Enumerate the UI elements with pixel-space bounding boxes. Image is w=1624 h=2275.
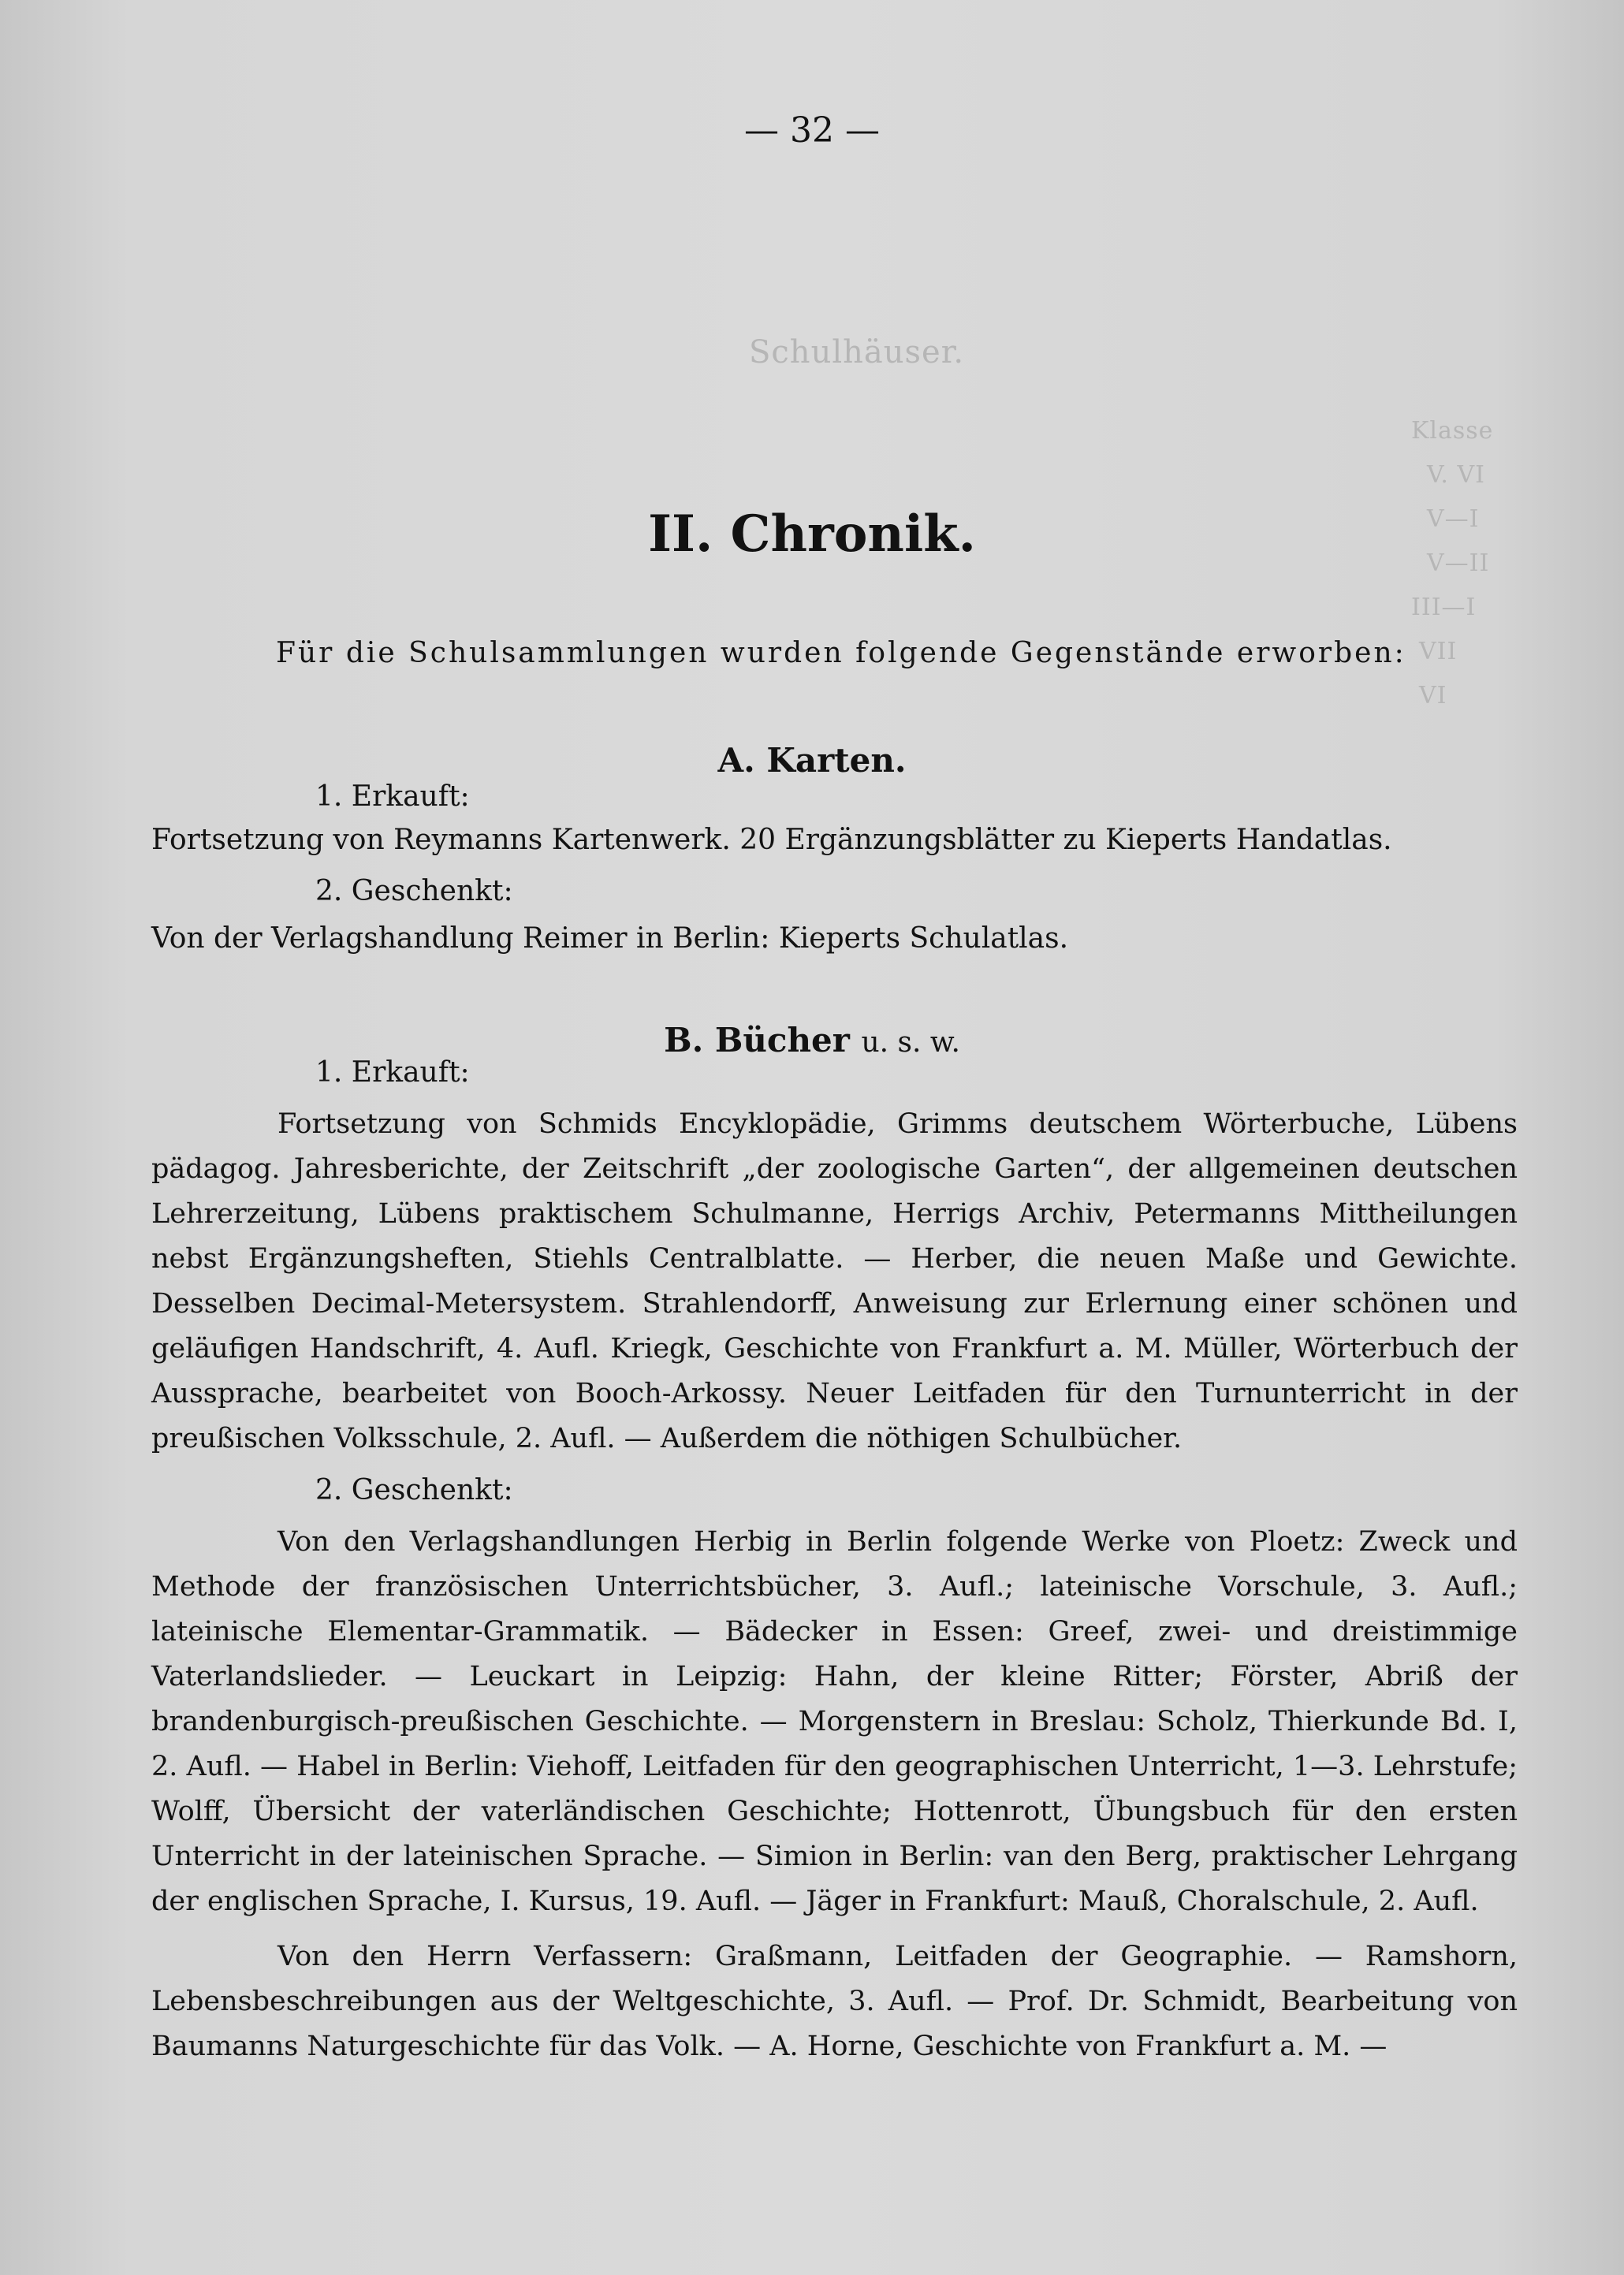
bleed-through-text: V—II	[1427, 549, 1490, 577]
page-number: — 32 —	[744, 110, 880, 151]
section-b-gifted-label: 2. Geschenkt:	[315, 1474, 513, 1506]
bleed-through-text: V. VI	[1427, 461, 1486, 489]
section-b-gifted-paragraph-1: Von den Verlagshandlungen Herbig in Berlin folgende Werke von Ploetz: Zweck und Methode der französischen Unterrichtsbücher, 3. Aufl.; lateinische Vorschule, 3. Aufl.; lateinische Elementar-Grammatik. — Bädecker in Essen: Greef, zwei- und dreistimmige Vaterlandslieder. — Leuckart in Leipzig: Hahn, der kleine Ritter; Förster, Abriß der brandenburgisch-preußischen Geschichte. — Morgenstern in Breslau: Scholz, Thierkunde Bd. I, 2. Aufl. — Habel in Berlin: Viehoff, Leitfaden für den geographischen Unterricht, 1—3. Lehrstufe; Wolff, Übersicht der vaterländischen Geschichte; Hottenrott, Übungsbuch für den ersten Unterricht in der lateinischen Sprache. — Simion in Berlin: van den Berg, praktischer Lehrgang der englischen Sprache, I. Kursus, 19. Aufl. — Jäger in Frankfurt: Mauß, Choralschule, 2. Aufl.	[151, 1526, 1518, 1917]
section-b-title	[0, 1021, 1624, 1059]
section-a-title: A. Karten.	[717, 741, 907, 780]
section-a-bought-text: Fortsetzung von Reymanns Kartenwerk. 20 Ergänzungsblätter zu Kieperts Handatlas.	[151, 824, 1392, 856]
bleed-through-text: V—I	[1427, 505, 1480, 533]
section-a-gifted-text: Von der Verlagshandlung Reimer in Berlin: Kieperts Schulatlas.	[151, 922, 1069, 955]
bleed-through-heading: Schulhäuser.	[749, 334, 965, 370]
section-b-bought-paragraph: Fortsetzung von Schmids Encyklopädie, Grimms deutschem Wörterbuche, Lübens pädagog. Jahresberichte, der Zeitschrift „der zoologische Garten“, der allgemeinen deutschen Lehrerzeitung, Lübens praktischem Schulmanne, Herrigs Archiv, Petermanns Mittheilungen nebst Ergänzungsheften, Stiehls Centralblatte. — Herber, die neuen Maße und Gewichte. Desselben Decimal-Metersystem. Strahlendorff, Anweisung zur Erlernung einer schönen und geläufigen Handschrift, 4. Aufl. Kriegk, Geschichte von Frankfurt a. M. Müller, Wörterbuch der Aussprache, bearbeitet von Booch-Arkossy. Neuer Leitfaden für den Turnunterricht in der preußischen Volksschule, 2. Aufl. — Außerdem die nöthigen Schulbücher.	[151, 1108, 1518, 1454]
section-b-gifted-paragraph-2: Von den Herrn Verfassern: Graßmann, Leitfaden der Geographie. — Ramshorn, Lebensbeschreibungen aus der Weltgeschichte, 3. Aufl. — Prof. Dr. Schmidt, Bearbeitung von Baumanns Naturgeschichte für das Volk. — A. Horne, Geschichte von Frankfurt a. M. —	[151, 1941, 1518, 2062]
bleed-through-text: VII	[1419, 638, 1458, 665]
section-b-bought-label: 1. Erkauft:	[315, 1056, 470, 1089]
bleed-through-text: III—I	[1411, 594, 1477, 621]
intro-line: Für die Schulsammlungen wurden folgende Gegenstände erworben:	[276, 637, 1406, 669]
bleed-through-text: Klasse	[1411, 417, 1494, 445]
section-a-gifted-label: 2. Geschenkt:	[315, 875, 513, 907]
bleed-through-text: VI	[1419, 682, 1447, 709]
section-a-bought-label: 1. Erkauft:	[315, 780, 470, 813]
section-b-title-suffix: u. s. w.	[861, 1026, 960, 1059]
chapter-title: II. Chronik.	[648, 505, 976, 564]
section-b-title-main: B. Bücher	[664, 1021, 850, 1059]
